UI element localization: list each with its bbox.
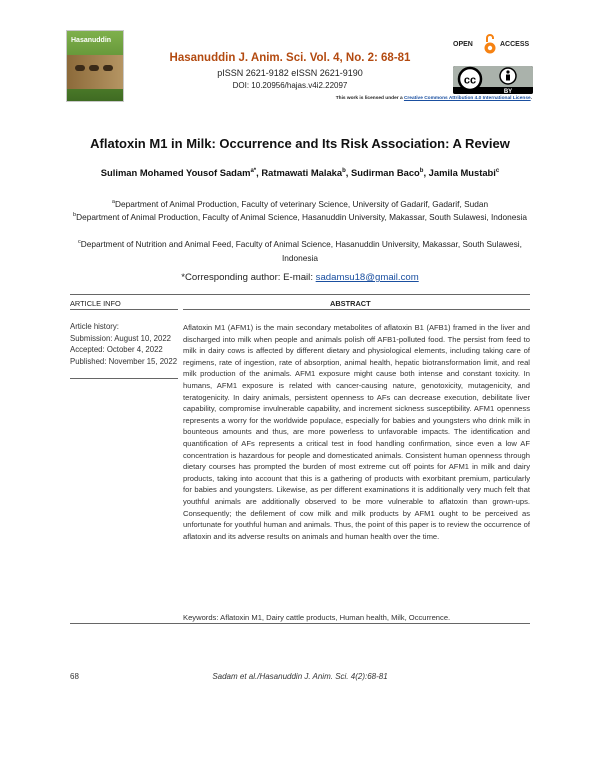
author-sep: , [423, 167, 429, 178]
history-label: Article history: [70, 322, 119, 331]
corresponding-label: *Corresponding author: E-mail: [181, 272, 316, 283]
article-info-heading: ARTICLE INFO [70, 299, 121, 308]
author-sep: , [256, 167, 262, 178]
divider [70, 294, 530, 295]
author-name: Ratmawati Malaka [261, 167, 343, 178]
cover-cow-icon [103, 65, 113, 71]
open-access-logo [453, 32, 533, 58]
keywords: Keywords: Aflatoxin M1, Dairy cattle products, Human health, Milk, Occurrence. [183, 613, 451, 622]
divider [70, 309, 178, 310]
cc-by-license-icon[interactable] [453, 66, 533, 94]
svg-text:cc: cc [463, 74, 477, 87]
running-footer: Sadam et al./Hasanuddin J. Anim. Sci. 4(2):68-81 [212, 672, 388, 681]
author-list [50, 167, 550, 178]
author-name: Suliman Mohamed Yousof Sadam [100, 167, 251, 178]
published-date: Published: November 15, 2022 [70, 357, 178, 367]
page-number: 68 [70, 672, 79, 681]
license-statement [336, 96, 532, 101]
license-prefix: This work is licensed under a [335, 96, 404, 101]
doi-line[interactable]: DOI: 10.20956/hajas.v4i2.22097 [232, 81, 348, 90]
affiliation [70, 208, 530, 224]
affiliation [70, 235, 530, 265]
author-sep: , [345, 167, 351, 178]
author-sup: b [342, 167, 346, 174]
affiliation-sup: a [111, 199, 115, 205]
svg-text:BY: BY [503, 89, 513, 94]
submission-date: Submission: August 10, 2022 [70, 333, 171, 343]
divider [70, 378, 178, 379]
author-sup: a* [250, 167, 257, 174]
divider [70, 623, 530, 624]
author-name: Sudirman Baco [351, 167, 420, 178]
abstract-text: Aflatoxin M1 (AFM1) is the main secondary metabolites of aflatoxin B1 (AFB1) framed in the liver and discharged into milk when people and animals polish off AFB1-polluted food. The persist from feed to milk in dairy cows is affected by different dietary and physiological elements, including taking care of regimens, rate of ingestion, rate of absorption, animal health, hepatic biotransformation limit, and real milk production of the animals. AFM1 exposure might cause both intense and constant toxicity. In humans, AFM1 exposure is related with cancer-causing nature, genotoxicity, mutagenicity, and teratogenicity. In dairy animals, persistent openness to AFs can decrease execution, debilitate liver capability, compromise invulnerable capability, and increment sickness susceptibility. AFM1 openness represents a worry for the worldwide populace, especially for babies and youngsters who drink milk in bounteous amounts and thus, are more powerless to unfavorable impacts. The identification and quantification of AFs represents a critical test in food handling confirmation, since even a low AF concentration is hazardous for people and domesticated animals. Consistent human openness through dietary courses has prompted the burden of most extreme cut off points for AFM1 in milk and dairy products, taking into account that this is a gathering of products with exorbitant premium, particularly for babies and youngsters. Likewise, as per different examinations it is additionally very much felt that youthful animals are additionally observed to be more vulnerable to aflatoxin than grown-ups. Consequently; the defilement of cow milk and milk products by AFM1 ought to be perceived as unfortunate for youthful human and animals. Thus, the point of this paper is to review the occurrence of aflatoxin and its adverse results on animals and human health over the time. [183, 323, 530, 541]
license-suffix: . [530, 96, 532, 101]
cover-cow-icon [89, 65, 99, 71]
issn-line: pISSN 2621-9182 eISSN 2621-9190 [217, 68, 363, 78]
cover-cow-icon [75, 65, 85, 71]
affiliation-text: Department of Animal Production, Faculty of veterinary Science, University of Gadarif, Gadarif, Sudan [114, 198, 489, 209]
article-title: Aflatoxin M1 in Milk: Occurrence and Its Risk Association: A Review [90, 136, 510, 151]
cover-field [67, 55, 123, 89]
divider [183, 309, 530, 310]
author-sup: c [495, 167, 500, 174]
open-access-lock-icon [484, 32, 496, 56]
corresponding-email-link[interactable]: sadamsu18@gmail.com [315, 272, 419, 283]
affiliation-sup: b [73, 212, 77, 218]
affiliation-sup: c [78, 239, 81, 245]
open-access-right: ACCESS [500, 41, 530, 48]
accepted-date: Accepted: October 4, 2022 [70, 345, 163, 355]
corresponding-author [60, 272, 540, 283]
affiliation-text: Department of Nutrition and Animal Feed, Faculty of Animal Science, Hasanuddin University, Makassar, South Sulawesi, Indonesia [80, 238, 522, 263]
journal-cover-image [66, 30, 124, 102]
journal-header [150, 52, 430, 90]
affiliation-text: Department of Animal Production, Faculty of Animal Science, Hasanuddin University, Makassar, South Sulawesi, Indonesia [76, 211, 527, 222]
author-name: Jamila Mustabi [428, 167, 496, 178]
journal-title: Hasanuddin J. Anim. Sci. Vol. 4, No. 2: 68-81 [169, 52, 411, 64]
author-sup: b [419, 167, 424, 174]
license-link[interactable]: Creative Commons Attribution 4.0 International License [403, 96, 531, 101]
cover-label: Hasanuddin [71, 37, 112, 44]
abstract-heading: ABSTRACT [330, 299, 371, 308]
open-access-left: OPEN [453, 41, 473, 48]
article-history [70, 321, 178, 368]
